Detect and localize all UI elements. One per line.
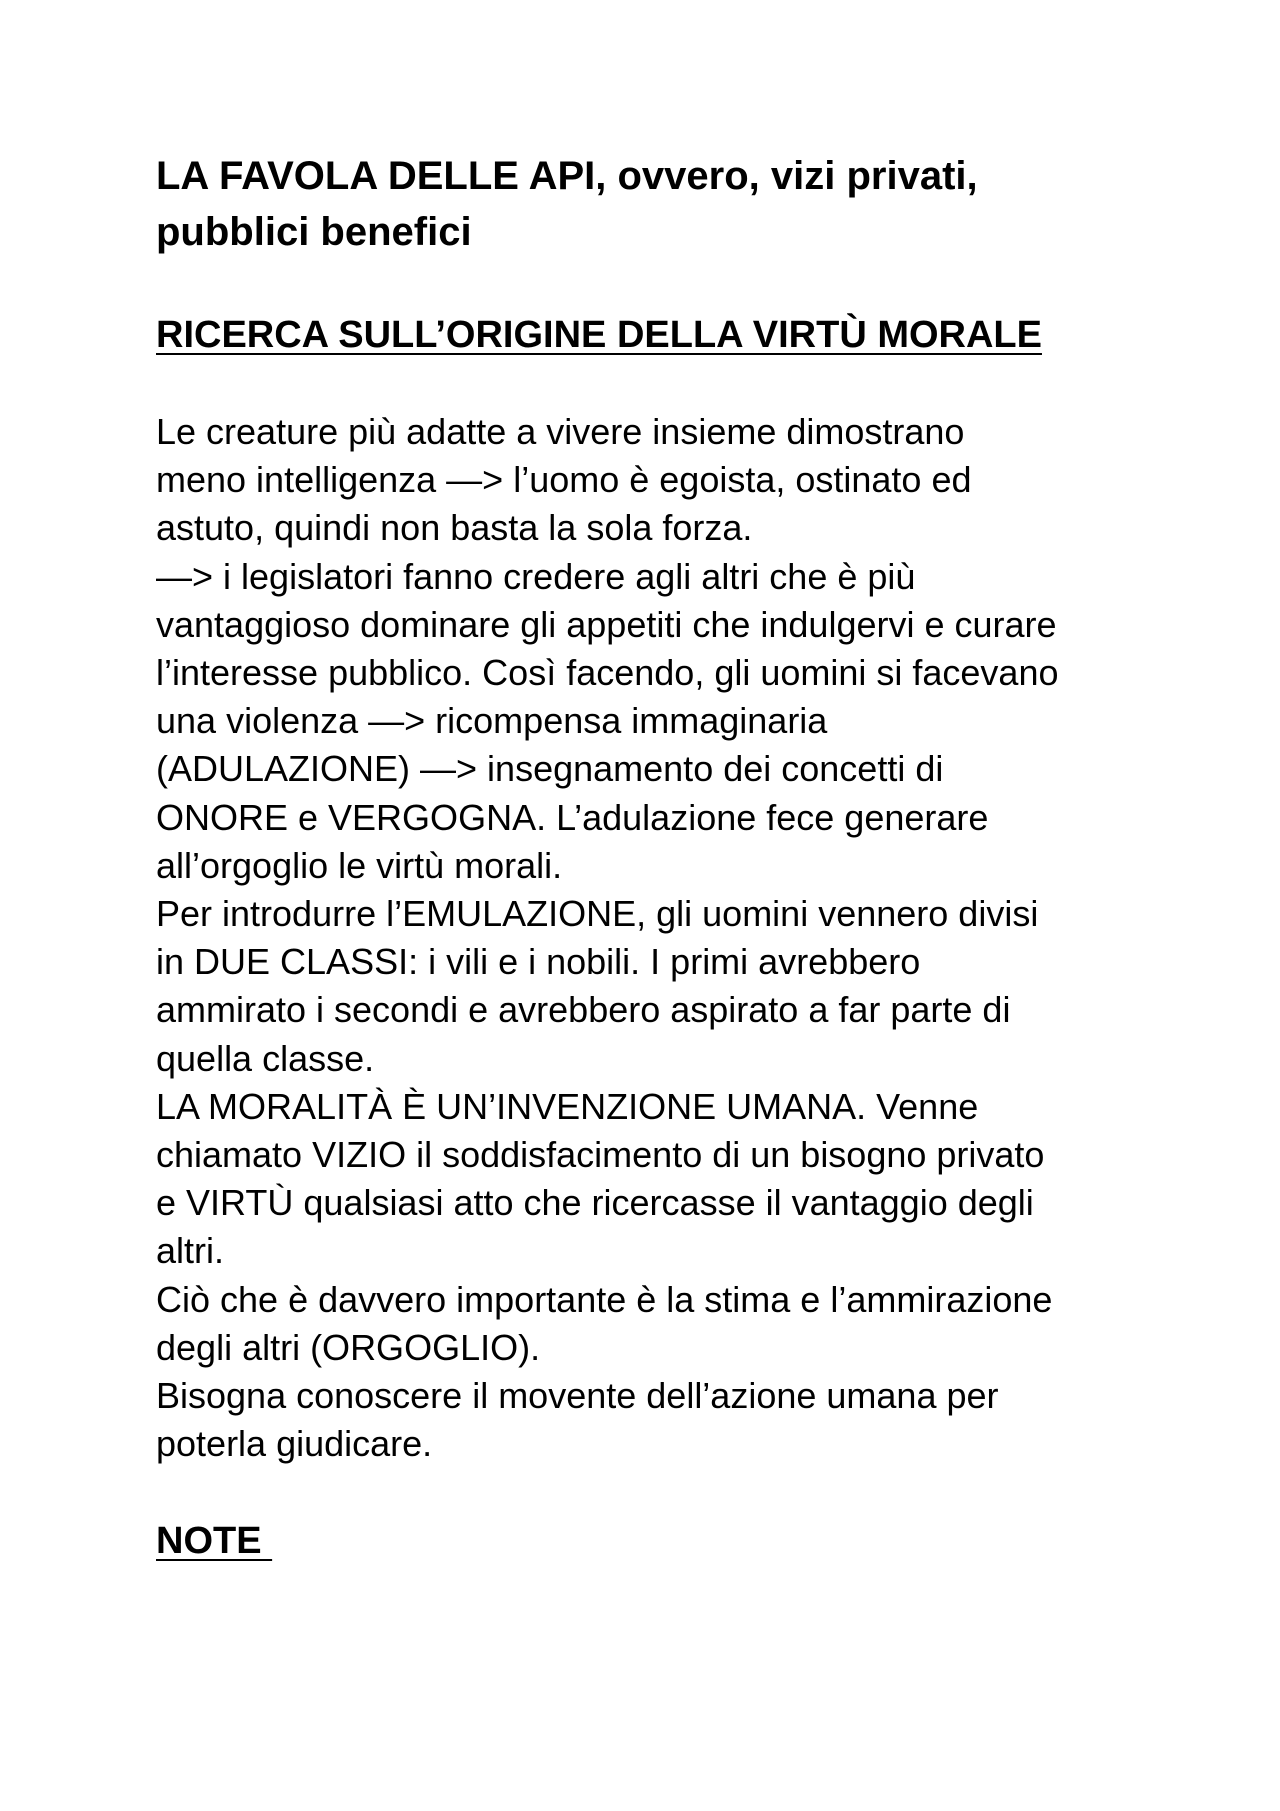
body-line: (ADULAZIONE) —> insegnamento dei concetti di <box>156 748 944 790</box>
body-line: Per introdurre l’EMULAZIONE, gli uomini vennero divisi <box>156 893 1039 935</box>
title-line: pubblici benefici <box>156 210 472 254</box>
body-line: quella classe. <box>156 1037 375 1079</box>
body-line: in DUE CLASSI: i vili e i nobili. I primi avrebbero <box>156 941 921 983</box>
body-line: chiamato VIZIO il soddisfacimento di un bisogno privato <box>156 1134 1045 1176</box>
title-line: LA FAVOLA DELLE API, ovvero, vizi privati, <box>156 154 978 198</box>
body-line: Le creature più adatte a vivere insieme dimostrano <box>156 411 965 452</box>
body-line: ONORE e VERGOGNA. L’adulazione fece generare <box>156 796 989 838</box>
body-line: Bisogna conoscere il movente dell’azione umana per <box>156 1375 999 1417</box>
body-line: l’interesse pubblico. Così facendo, gli uomini si facevano <box>156 652 1059 694</box>
body-line: e VIRTÙ qualsiasi atto che ricercasse il vantaggio degli <box>156 1182 1034 1224</box>
body-line: una violenza —> ricompensa immaginaria <box>156 700 828 742</box>
body-line: vantaggioso dominare gli appetiti che indulgervi e curare <box>156 603 1057 645</box>
body-line: Ciò che è davvero importante è la stima e l’ammirazione <box>156 1278 1053 1320</box>
document-title <box>156 148 1156 260</box>
body-line: meno intelligenza —> l’uomo è egoista, ostinato ed <box>156 459 972 501</box>
body-line: ammirato i secondi e avrebbero aspirato a far parte di <box>156 989 1011 1031</box>
body-line: —> i legislatori fanno credere agli altri che è più <box>156 555 916 597</box>
body-line: LA MORALITÀ È UN’INVENZIONE UMANA. Venne <box>156 1085 979 1127</box>
body-paragraph <box>156 408 1156 1468</box>
body-line: degli altri (ORGOGLIO). <box>156 1326 541 1368</box>
body-line: all’orgoglio le virtù morali. <box>156 844 563 886</box>
note-heading: NOTE <box>156 1520 273 1563</box>
body-line: altri. <box>156 1230 225 1272</box>
document-page <box>156 148 1156 1566</box>
body-line: astuto, quindi non basta la sola forza. <box>156 507 753 549</box>
section-heading: RICERCA SULL’ORIGINE DELLA VIRTÙ MORALE <box>156 314 1042 356</box>
body-line: poterla giudicare. <box>156 1423 433 1465</box>
